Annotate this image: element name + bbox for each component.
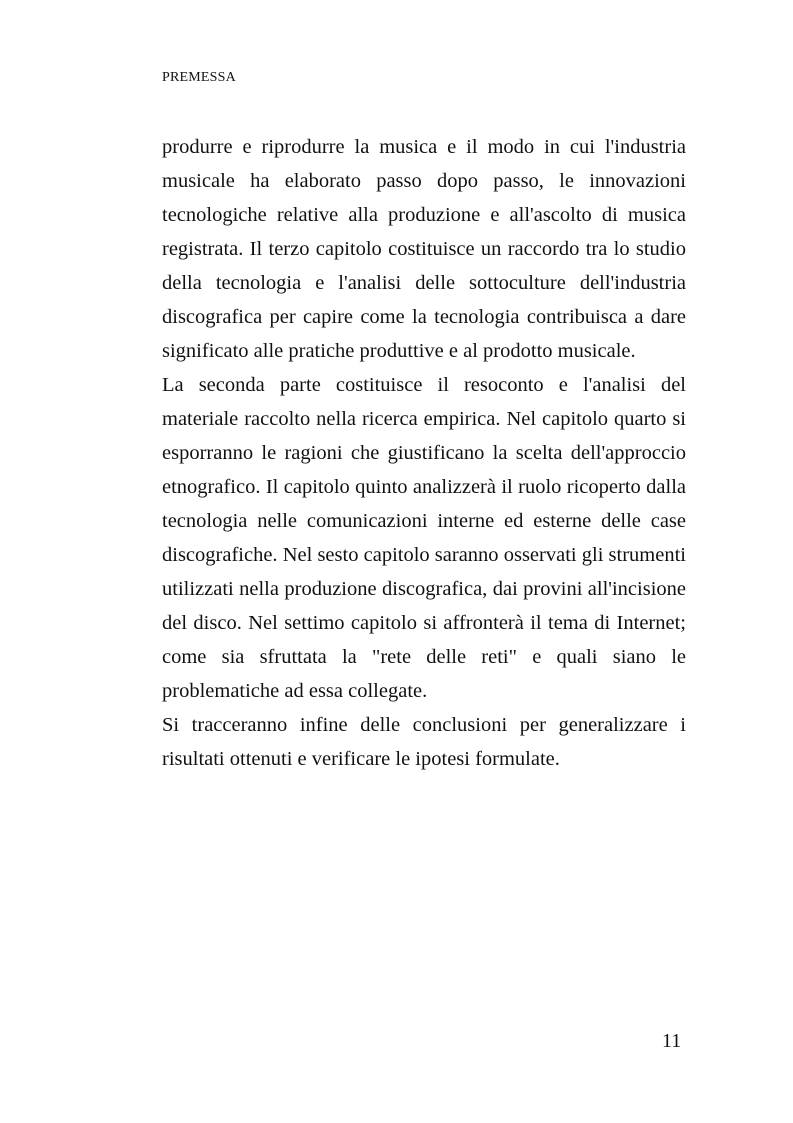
body-text — [162, 130, 686, 776]
paragraph-1: produrre e riprodurre la musica e il modo in cui l'industria musicale ha elaborato passo dopo passo, le innovazioni tecnologiche relative alla produzione e all'ascolto di musica registrata. Il terzo capitolo costituisce un raccordo tra lo studio della tecnologia e l'analisi delle sottoculture dell'industria discografica per capire come la tecnologia contribuisca a dare significato alle pratiche produttive e al prodotto musicale. — [162, 136, 686, 362]
paragraph-3: Si tracceranno infine delle conclusioni per generalizzare i risultati ottenuti e verificare le ipotesi formulate. — [162, 714, 686, 770]
paragraph-2: La seconda parte costituisce il resoconto e l'analisi del materiale raccolto nella ricerca empirica. Nel capitolo quarto si esporranno le ragioni che giustificano la scelta dell'approccio etnografico. Il capitolo quinto analizzerà il ruolo ricoperto dalla tecnologia nelle comunicazioni interne ed esterne delle case discografiche. Nel sesto capitolo saranno osservati gli strumenti utilizzati nella produzione discografica, dai provini all'incisione del disco. Nel settimo capitolo si affronterà il tema di Internet; come sia sfruttata la "rete delle reti" e quali siano le problematiche ad essa collegate. — [162, 374, 686, 702]
running-header: PREMESSA — [162, 70, 236, 85]
page-number: 11 — [662, 1030, 682, 1052]
